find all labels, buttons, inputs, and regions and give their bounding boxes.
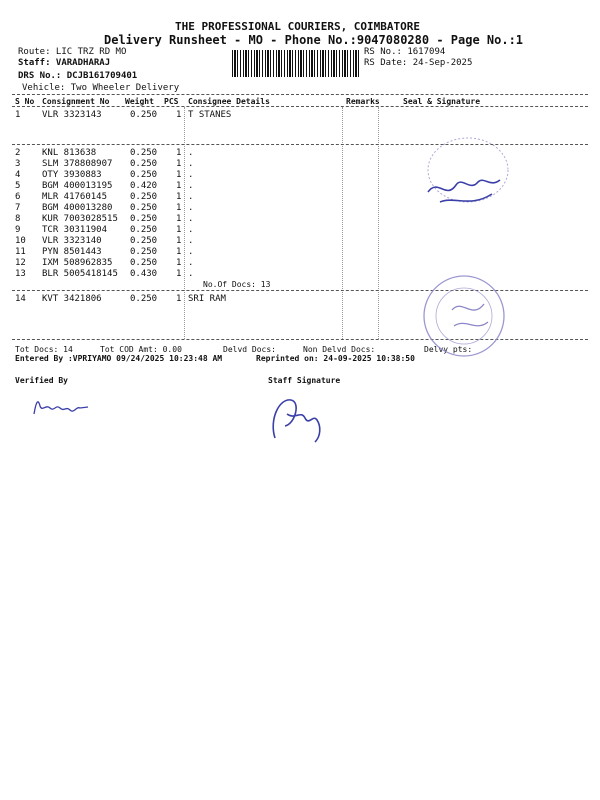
delivered-docs: Delvd Docs:: [223, 345, 276, 354]
row-consignee: .: [188, 159, 194, 169]
col-sno: S No: [15, 97, 35, 106]
row-pcs: 1: [176, 181, 182, 191]
verified-by-label: Verified By: [15, 376, 68, 385]
row-consignee: .: [188, 148, 194, 158]
entered-by: Entered By :VPRIYAMO 09/24/2025 10:23:48 AM: [15, 354, 223, 363]
row-consignee: .: [188, 236, 194, 246]
row-consignment: KNL 813638: [42, 148, 97, 158]
row-consignee: .: [188, 192, 194, 202]
row-pcs: 1: [176, 236, 182, 246]
staff: Staff: VARADHARAJ: [18, 58, 111, 68]
row-consignment: BLR 5005418145: [42, 269, 118, 279]
table-row: [0, 247, 600, 258]
row-weight: 0.250: [130, 294, 158, 304]
row-pcs: 1: [176, 247, 182, 257]
row-pcs: 1: [176, 192, 182, 202]
row-sno: 9: [15, 225, 21, 235]
row-consignee: .: [188, 247, 194, 257]
row-consignee: .: [188, 258, 194, 268]
row-consignee: .: [188, 170, 194, 180]
non-delivered-docs: Non Delvd Docs:: [303, 345, 376, 354]
row-sno: 8: [15, 214, 21, 224]
row-consignment: BGM 400013195: [42, 181, 113, 191]
delivery-points: Delvy pts:: [424, 345, 473, 354]
row-pcs: 1: [176, 269, 182, 279]
col-weight: Weight: [125, 97, 154, 106]
reprinted-on: Reprinted on: 24-09-2025 10:38:50: [256, 354, 415, 363]
row-weight: 0.250: [130, 148, 158, 158]
row-pcs: 1: [176, 159, 182, 169]
row-consignment: VLR 3323140: [42, 236, 102, 246]
row-consignment: VLR 3323143: [42, 110, 102, 120]
row-sno: 13: [15, 269, 26, 279]
table-row: [0, 225, 600, 236]
col-consignee: Consignee Details: [188, 97, 270, 106]
total-docs: Tot Docs: 14: [15, 345, 73, 354]
staff-signature: [265, 390, 335, 450]
row-pcs: 1: [176, 294, 182, 304]
row-consignee: .: [188, 181, 194, 191]
barcode: [232, 50, 360, 77]
header-rule-bottom: [12, 106, 588, 107]
runsheet-title: Delivery Runsheet - MO - Phone No.:9047080280 - Page No.:1: [104, 33, 524, 47]
row-sno: 7: [15, 203, 21, 213]
row-weight: 0.430: [130, 269, 158, 279]
row-sno: 11: [15, 247, 26, 257]
row-pcs: 1: [176, 110, 182, 120]
row-weight: 0.250: [130, 192, 158, 202]
company-seal-stamp: [418, 270, 513, 365]
row-consignee: .: [188, 203, 194, 213]
row-consignment: BGM 400013280: [42, 203, 113, 213]
verified-by-signature: [30, 392, 100, 420]
table-row: [0, 110, 600, 121]
row-consignee: .: [188, 225, 194, 235]
row-pcs: 1: [176, 170, 182, 180]
row-pcs: 1: [176, 148, 182, 158]
row-pcs: 1: [176, 258, 182, 268]
vehicle: Vehicle: Two Wheeler Delivery: [22, 83, 180, 93]
row-weight: 0.250: [130, 247, 158, 257]
company-name: THE PROFESSIONAL COURIERS, COIMBATORE: [175, 20, 421, 33]
row-consignment: KUR 7003028515: [42, 214, 118, 224]
row-consignment: TCR 30311904: [42, 225, 108, 235]
row-weight: 0.250: [130, 214, 158, 224]
row-consignment: PYN 8501443: [42, 247, 102, 257]
row-pcs: 1: [176, 214, 182, 224]
row-pcs: 1: [176, 203, 182, 213]
drs-number: DRS No.: DCJB161709401: [18, 71, 138, 81]
rs-date: RS Date: 24-Sep-2025: [364, 58, 473, 68]
row-sno: 14: [15, 294, 26, 304]
row-sno: 6: [15, 192, 21, 202]
row-weight: 0.420: [130, 181, 158, 191]
group-doc-count: No.Of Docs: 13: [203, 280, 271, 289]
row-consignment: MLR 41760145: [42, 192, 108, 202]
row-weight: 0.250: [130, 170, 158, 180]
delivery-signature-stamp: [410, 130, 520, 220]
total-cod-amount: Tot COD Amt: 0.00: [100, 345, 182, 354]
row-pcs: 1: [176, 225, 182, 235]
table-row: [0, 258, 600, 269]
row-consignment: KVT 3421806: [42, 294, 102, 304]
table-row: [0, 236, 600, 247]
row-sno: 3: [15, 159, 21, 169]
col-seal: Seal & Signature: [403, 97, 481, 106]
row-sno: 4: [15, 170, 21, 180]
row-consignee: T STANES: [188, 110, 232, 120]
row-sno: 10: [15, 236, 26, 246]
row-weight: 0.250: [130, 110, 158, 120]
row-weight: 0.250: [130, 258, 158, 268]
row-sno: 1: [15, 110, 21, 120]
rs-number: RS No.: 1617094: [364, 47, 446, 57]
row-weight: 0.250: [130, 159, 158, 169]
row-weight: 0.250: [130, 225, 158, 235]
col-consignment: Consignment No: [42, 97, 110, 106]
row-weight: 0.250: [130, 236, 158, 246]
row-consignee: .: [188, 269, 194, 279]
row-weight: 0.250: [130, 203, 158, 213]
row-consignee: SRI RAM: [188, 294, 226, 304]
row-sno: 2: [15, 148, 21, 158]
staff-signature-label: Staff Signature: [268, 376, 341, 385]
col-remarks: Remarks: [346, 97, 380, 106]
col-pcs: PCS: [164, 97, 179, 106]
row-sno: 12: [15, 258, 26, 268]
row-consignment: SLM 378808907: [42, 159, 113, 169]
row-sno: 5: [15, 181, 21, 191]
route: Route: LIC TRZ RD MO: [18, 47, 127, 57]
header-rule-top: [12, 94, 588, 95]
row-consignee: .: [188, 214, 194, 224]
row-consignment: IXM 508962835: [42, 258, 113, 268]
row-consignment: OTY 3930883: [42, 170, 102, 180]
